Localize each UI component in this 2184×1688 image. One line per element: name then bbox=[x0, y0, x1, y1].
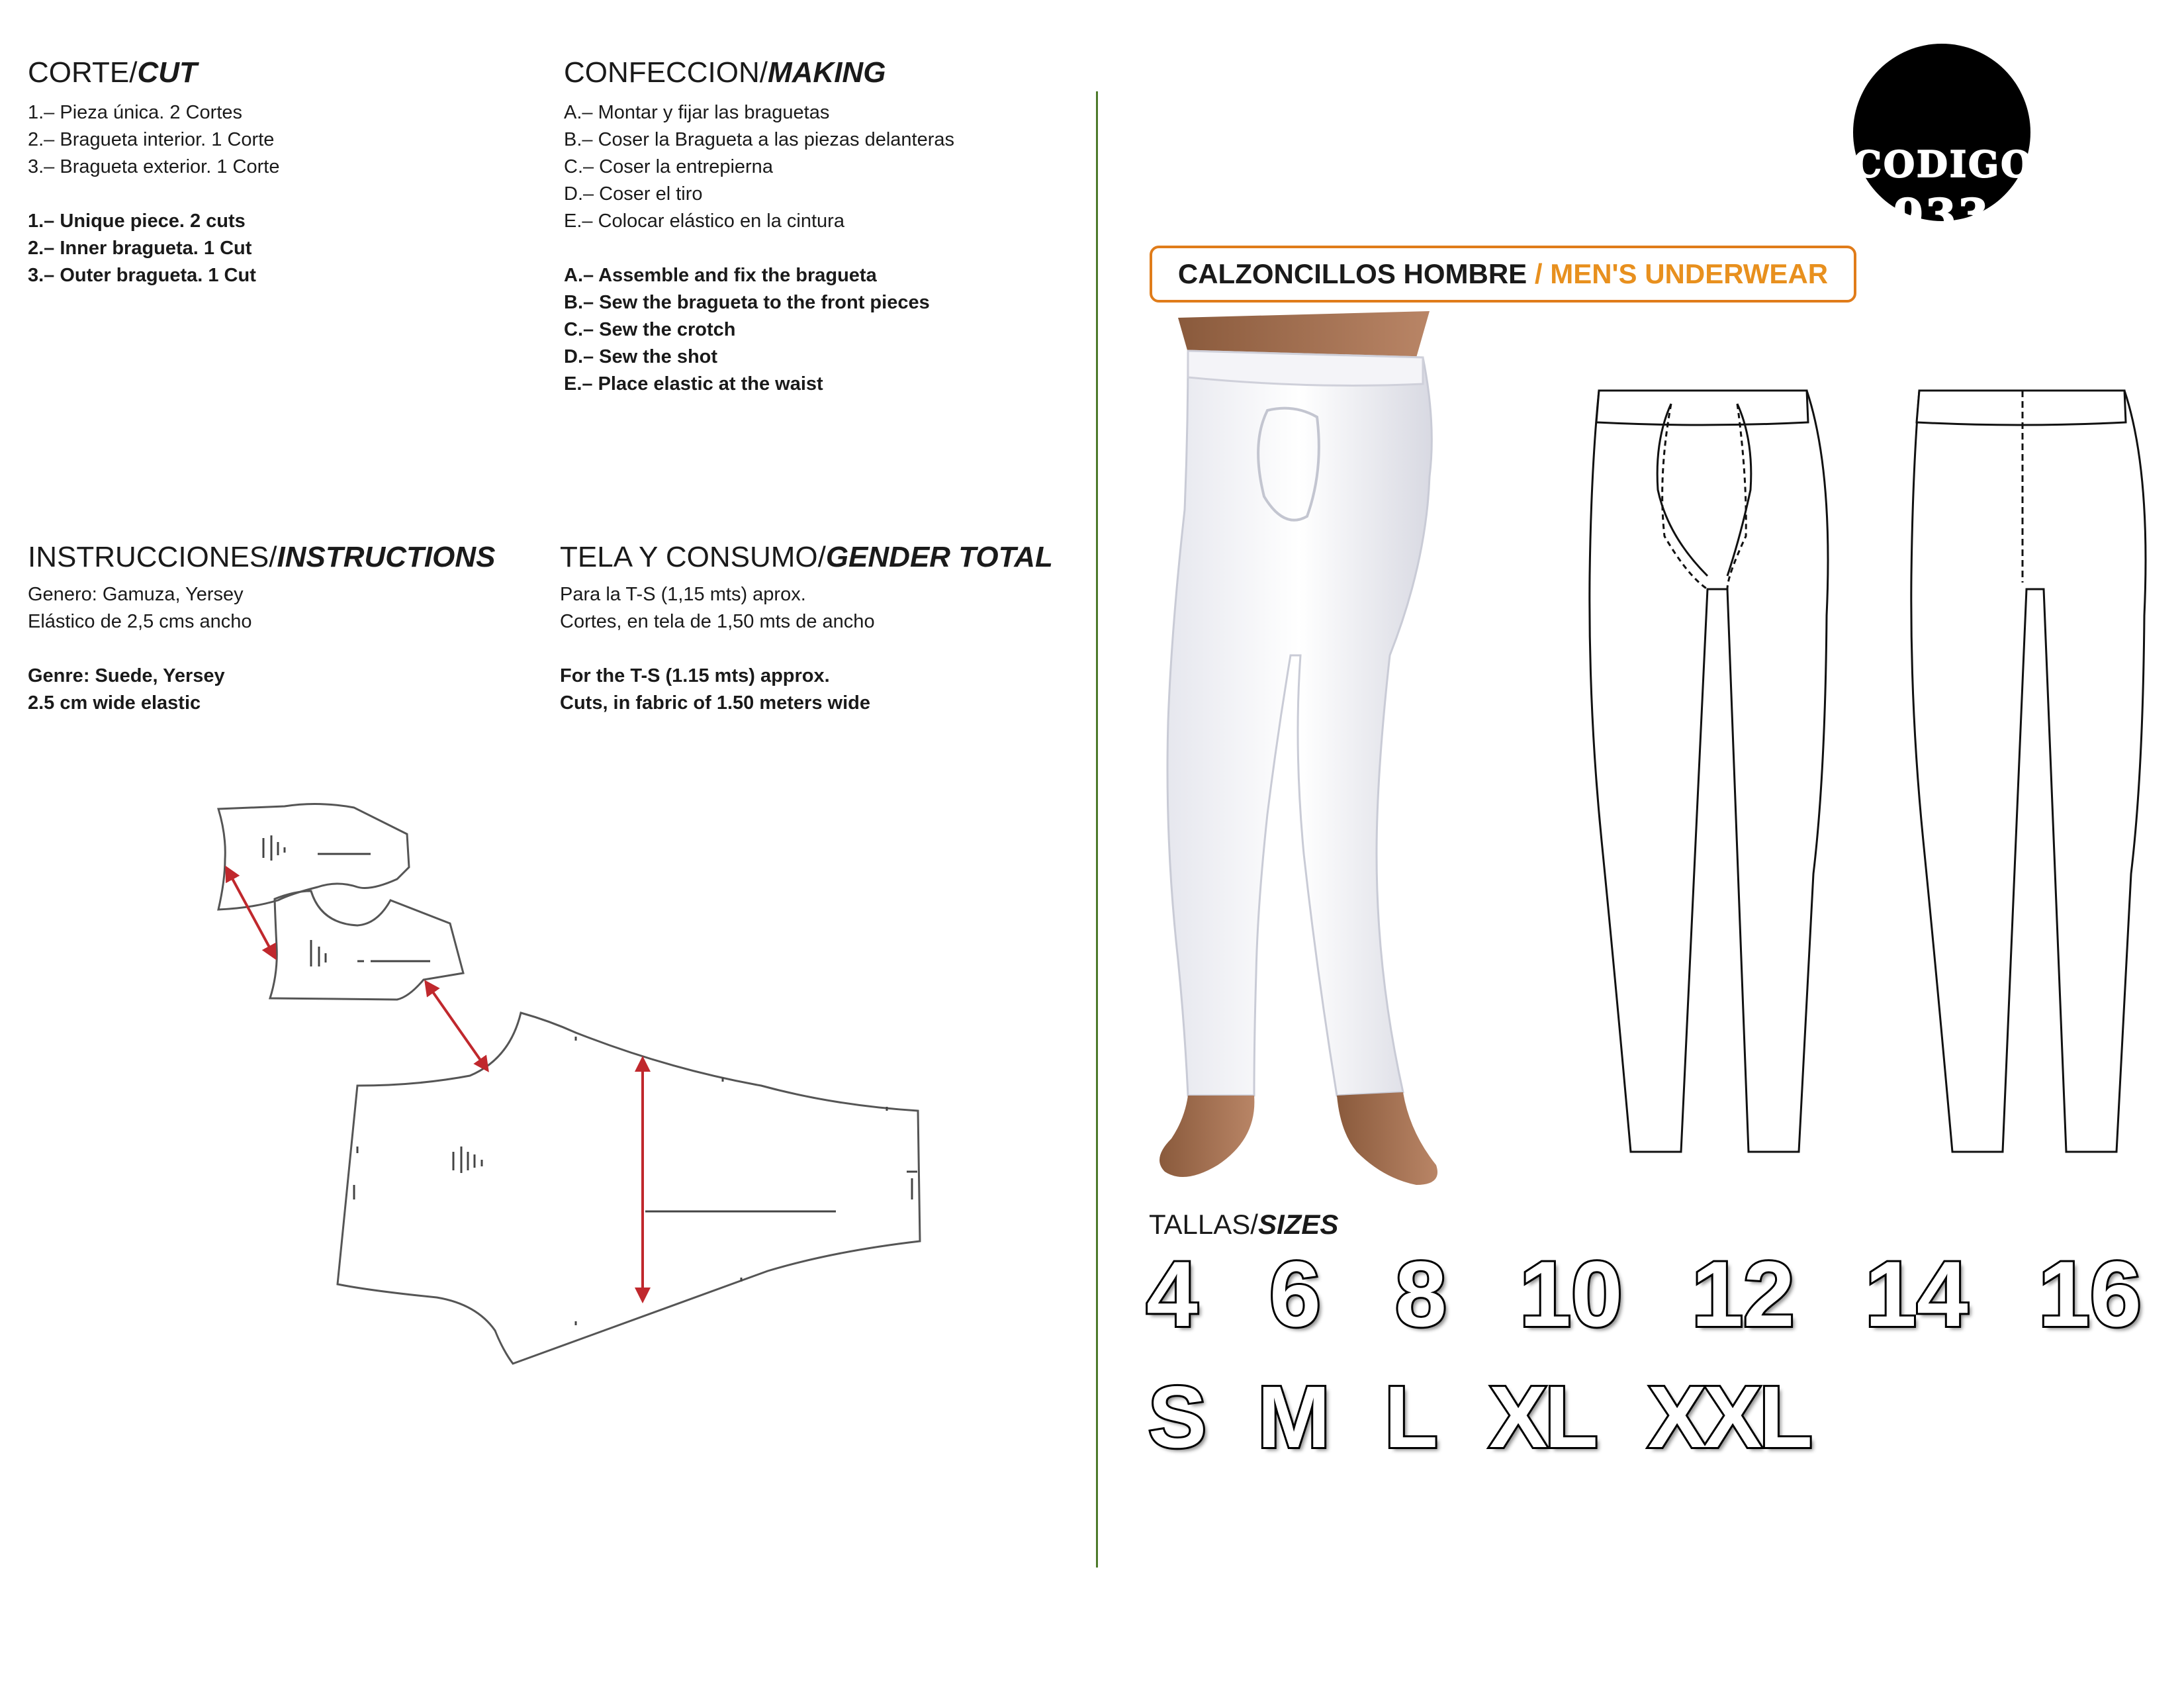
size-xxl: XXL bbox=[1648, 1368, 1810, 1466]
size-m: M bbox=[1257, 1368, 1328, 1466]
size-14: 14 bbox=[1865, 1242, 1968, 1346]
size-12: 12 bbox=[1692, 1242, 1795, 1346]
size-6: 6 bbox=[1269, 1242, 1321, 1346]
cut-lines-en: 1.– Unique piece. 2 cuts 2.– Inner bragueta. 1 Cut 3.– Outer bragueta. 1 Cut bbox=[28, 211, 256, 286]
instructions-title: INSTRUCCIONES/INSTRUCTIONS bbox=[28, 541, 496, 573]
code-number: 933 bbox=[1893, 189, 1991, 241]
product-name-en: MEN'S UNDERWEAR bbox=[1550, 258, 1829, 289]
size-8: 8 bbox=[1395, 1242, 1447, 1346]
making-title: CONFECCION/MAKING bbox=[564, 56, 886, 89]
main-pattern-piece bbox=[338, 1013, 920, 1364]
back-sketch bbox=[1911, 391, 2146, 1152]
product-separator: / bbox=[1527, 258, 1551, 289]
fabric-lines-en: For the T-S (1.15 mts) approx. Cuts, in fabric of 1.50 meters wide bbox=[560, 665, 870, 714]
fabric-lines-es: Para la T-S (1,15 mts) aprox. Cortes, en tela de 1,50 mts de ancho bbox=[560, 584, 875, 632]
product-name-es: CALZONCILLOS HOMBRE bbox=[1177, 258, 1527, 289]
inner-bragueta-piece bbox=[270, 891, 463, 1000]
size-10: 10 bbox=[1520, 1242, 1623, 1346]
technical-sketches bbox=[1575, 377, 2171, 1172]
instructions-lines-es: Genero: Gamuza, Yersey Elástico de 2,5 cms ancho bbox=[28, 584, 252, 632]
column-divider bbox=[1096, 91, 1098, 1568]
size-l: L bbox=[1385, 1368, 1435, 1466]
outer-bragueta-piece bbox=[218, 804, 409, 910]
cut-title: CORTE/CUT bbox=[28, 56, 197, 89]
instructions-lines-en: Genre: Suede, Yersey 2.5 cm wide elastic bbox=[28, 665, 225, 714]
model-photo bbox=[1125, 311, 1575, 1225]
fabric-title: TELA Y CONSUMO/GENDER TOTAL bbox=[560, 541, 1053, 573]
cut-lines-es: 1.– Pieza única. 2 Cortes 2.– Bragueta interior. 1 Corte 3.– Bragueta exterior. 1 Corte bbox=[28, 102, 280, 177]
making-lines-es: A.– Montar y fijar las braguetas B.– Coser la Bragueta a las piezas delanteras C.– Coser la entrepierna D.– Coser el tiro E.– Colocar elástico en la cintura bbox=[564, 102, 955, 232]
making-lines-en: A.– Assemble and fix the bragueta B.– Sew the bragueta to the front pieces C.– Sew the crotch D.– Sew the shot E.– Place elastic at the waist bbox=[564, 265, 930, 395]
size-xl: XL bbox=[1489, 1368, 1596, 1466]
product-name-box bbox=[1150, 246, 1856, 303]
size-s: S bbox=[1148, 1368, 1205, 1466]
code-label: CODIGO bbox=[1853, 143, 2034, 185]
front-sketch bbox=[1590, 391, 1828, 1152]
size-4: 4 bbox=[1146, 1242, 1198, 1346]
size-16: 16 bbox=[2038, 1242, 2142, 1346]
sizes-title: TALLAS/SIZES bbox=[1149, 1209, 1339, 1240]
code-badge bbox=[1853, 44, 2034, 241]
